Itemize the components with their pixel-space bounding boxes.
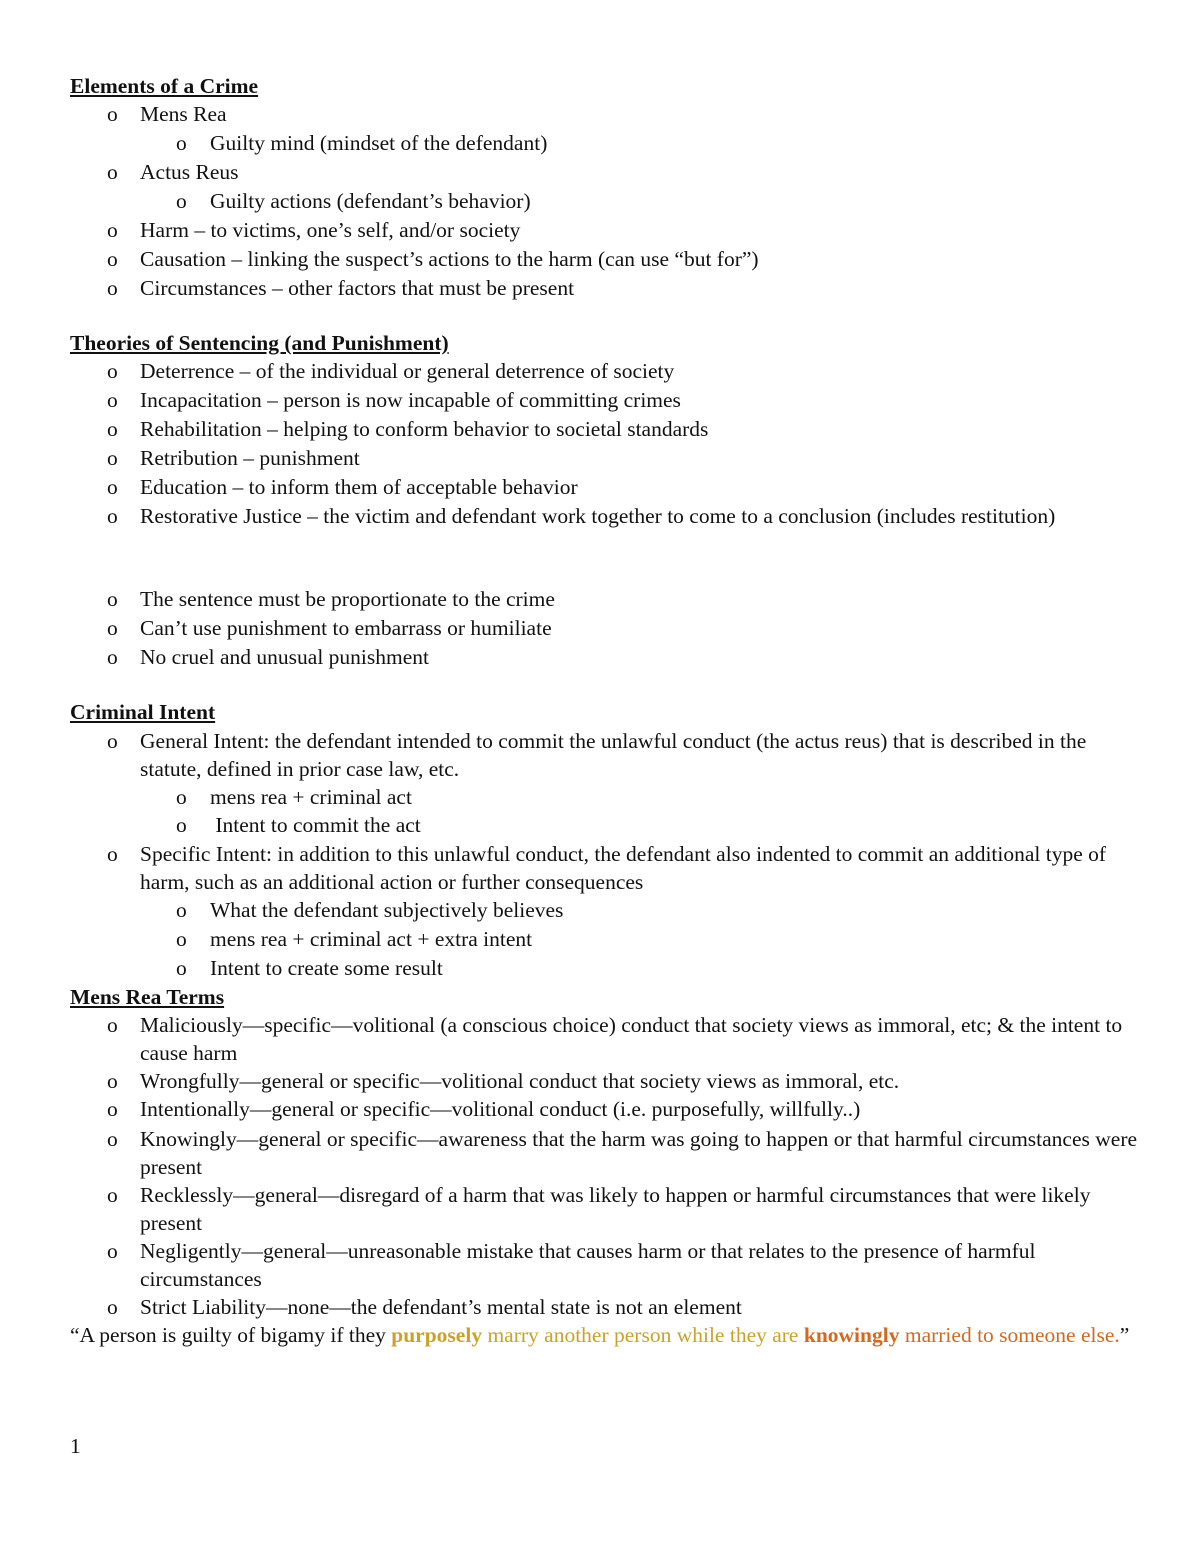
list-item: mens rea + criminal act: [210, 785, 412, 809]
list-item: The sentence must be proportionate to the crime: [140, 587, 555, 611]
bullet: o: [176, 956, 187, 980]
bullet: o: [107, 417, 118, 441]
bullet: o: [107, 729, 118, 753]
list-item: Maliciously—specific—volitional (a conscious choice) conduct that society views as immoral, etc; & the intent to cause harm: [140, 1013, 1123, 1065]
quote-purposely: purposely: [391, 1323, 483, 1347]
list-item: Can’t use punishment to embarrass or humiliate: [140, 616, 552, 640]
bullet: o: [107, 359, 118, 383]
bullet: o: [107, 218, 118, 242]
list-item: Deterrence – of the individual or general deterrence of society: [140, 359, 675, 383]
bullet: o: [107, 1239, 118, 1263]
bullet: o: [176, 813, 187, 837]
list-item: What the defendant subjectively believes: [210, 898, 564, 922]
bullet: o: [107, 616, 118, 640]
bullet: o: [176, 785, 187, 809]
list-item: Mens Rea: [140, 102, 227, 126]
bullet: o: [107, 1097, 118, 1121]
bullet: o: [107, 1295, 118, 1319]
bullet: o: [107, 446, 118, 470]
list-item: Retribution – punishment: [140, 446, 360, 470]
heading-mens-rea-terms: Mens Rea Terms: [70, 985, 225, 1009]
bullet: o: [176, 189, 187, 213]
list-item: Wrongfully—general or specific—volitional conduct that society views as immoral, etc.: [140, 1069, 900, 1093]
bullet: o: [107, 1183, 118, 1207]
list-item: Intent to create some result: [210, 956, 443, 980]
list-item: Guilty actions (defendant’s behavior): [210, 189, 531, 213]
bigamy-quote: [70, 1321, 1130, 1349]
list-item: Causation – linking the suspect’s actions to the harm (can use “but for”): [140, 247, 759, 271]
bullet: o: [107, 1013, 118, 1037]
quote-end: married to someone else.: [899, 1323, 1120, 1347]
list-item: Rehabilitation – helping to conform behavior to societal standards: [140, 417, 709, 441]
list-item: Specific Intent: in addition to this unlawful conduct, the defendant also indented to commit an additional type of harm, such as an additional action or further consequences: [140, 842, 1107, 894]
bullet: o: [107, 1127, 118, 1151]
list-item: Harm – to victims, one’s self, and/or society: [140, 218, 521, 242]
bullet: o: [107, 102, 118, 126]
bullet: o: [107, 645, 118, 669]
bullet: o: [107, 1069, 118, 1093]
quote-mid: marry another person while they are: [482, 1323, 804, 1347]
list-item: Intentionally—general or specific—volitional conduct (i.e. purposefully, willfully..): [140, 1097, 861, 1121]
list-item: Actus Reus: [140, 160, 239, 184]
list-item: Circumstances – other factors that must be present: [140, 276, 575, 300]
bullet: o: [107, 504, 118, 528]
quote-open: “A person is guilty of bigamy if they: [70, 1323, 392, 1347]
bullet: o: [176, 898, 187, 922]
list-item: Intent to commit the act: [210, 813, 421, 837]
bullet: o: [107, 842, 118, 866]
list-item: No cruel and unusual punishment: [140, 645, 430, 669]
list-item: Incapacitation – person is now incapable of committing crimes: [140, 388, 681, 412]
list-item: Restorative Justice – the victim and defendant work together to come to a conclusion (includes restitution): [140, 504, 1056, 528]
bullet: o: [107, 388, 118, 412]
bullet: o: [107, 160, 118, 184]
heading-criminal-intent: Criminal Intent: [70, 700, 216, 724]
quote-knowingly: knowingly: [803, 1323, 900, 1347]
list-item: Guilty mind (mindset of the defendant): [210, 131, 548, 155]
list-item: Strict Liability—none—the defendant’s mental state is not an element: [140, 1295, 742, 1319]
list-item: General Intent: the defendant intended to commit the unlawful conduct (the actus reus) that is described in the statute, defined in prior case law, etc.: [140, 729, 1087, 781]
list-item: Negligently—general—unreasonable mistake that causes harm or that relates to the presence of harmful circumstances: [140, 1239, 1036, 1291]
bullet: o: [107, 587, 118, 611]
quote-close: ”: [1119, 1323, 1130, 1347]
bullet: o: [107, 276, 118, 300]
list-item: Recklessly—general—disregard of a harm that was likely to happen or harmful circumstances that were likely present: [140, 1183, 1091, 1235]
list-item: Knowingly—general or specific—awareness that the harm was going to happen or that harmful circumstances were present: [140, 1127, 1138, 1179]
page-number: 1: [70, 1434, 81, 1458]
bullet: o: [176, 131, 187, 155]
bullet: o: [176, 927, 187, 951]
list-item: Education – to inform them of acceptable behavior: [140, 475, 578, 499]
heading-theories-of-sentencing: Theories of Sentencing (and Punishment): [70, 331, 449, 355]
heading-elements-of-a-crime: Elements of a Crime: [70, 74, 259, 98]
bullet: o: [107, 475, 118, 499]
bullet: o: [107, 247, 118, 271]
list-item: mens rea + criminal act + extra intent: [210, 927, 533, 951]
